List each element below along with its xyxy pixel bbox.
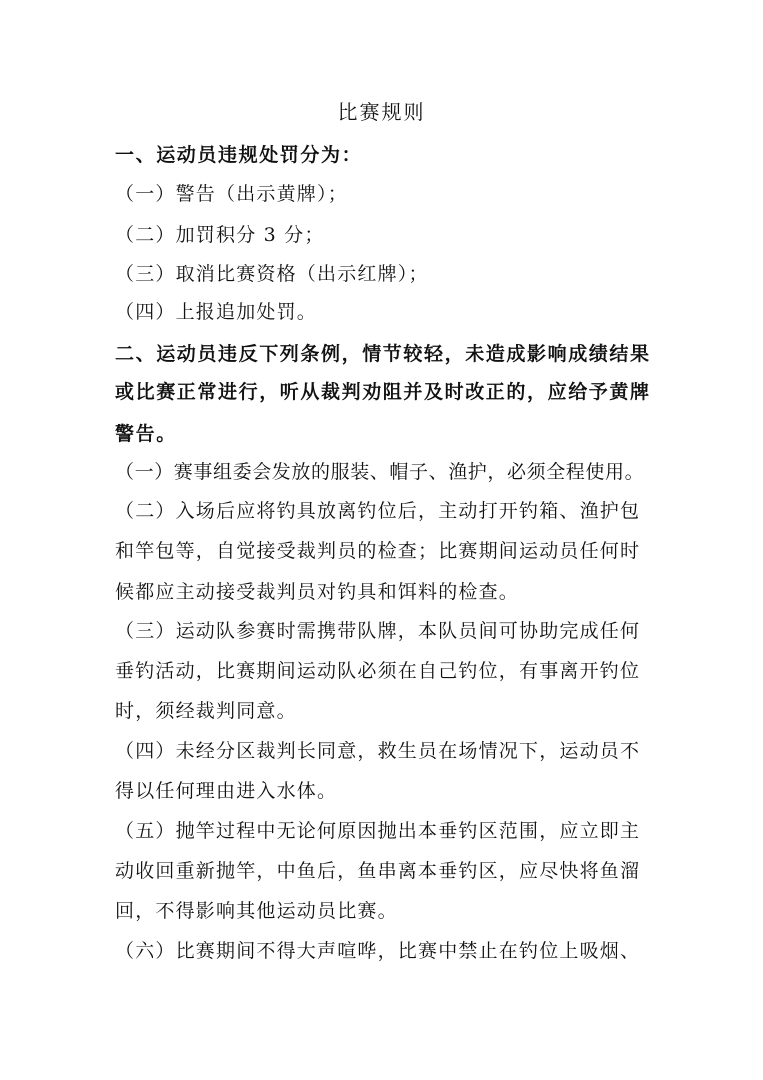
rule-item-3-line-1: （三）运动队参赛时需携带队牌，本队员间可协助完成任何 bbox=[115, 620, 641, 642]
penalty-item-4: （四）上报追加处罚。 bbox=[115, 301, 318, 323]
section-heading-violations-line-3: 警告。 bbox=[115, 423, 177, 445]
penalty-item-1: （一）警告（出示黄牌）； bbox=[115, 183, 348, 205]
rule-item-2-line-3: 候都应主动接受裁判员对钓具和饵料的检查。 bbox=[115, 581, 520, 603]
rule-item-5-line-1: （五）抛竿过程中无论何原因抛出本垂钓区范围，应立即主 bbox=[115, 820, 641, 842]
rule-item-2-line-2: 和竿包等，自觉接受裁判员的检查；比赛期间运动员任何时 bbox=[115, 540, 641, 562]
section-heading-penalties: 一、运动员违规处罚分为： bbox=[115, 144, 363, 166]
rule-item-6-line-1: （六）比赛期间不得大声喧哗，比赛中禁止在钓位上吸烟、 bbox=[115, 940, 641, 962]
penalty-item-3: （三）取消比赛资格（出示红牌）； bbox=[115, 263, 429, 285]
rule-item-5-line-2: 动收回重新抛竿，中鱼后，鱼串离本垂钓区，应尽快将鱼溜 bbox=[115, 860, 641, 882]
document-title: 比赛规则 bbox=[337, 100, 426, 124]
rule-item-4-line-2: 得以任何理由进入水体。 bbox=[115, 780, 338, 802]
rule-item-4-line-1: （四）未经分区裁判长同意，救生员在场情况下，运动员不 bbox=[115, 740, 641, 762]
rule-item-3-line-3: 时，须经裁判同意。 bbox=[115, 700, 297, 722]
penalty-item-2: （二）加罚积分 3 分； bbox=[115, 224, 325, 246]
rule-item-2-line-1: （二）入场后应将钓具放离钓位后，主动打开钓箱、渔护包 bbox=[115, 500, 641, 522]
rule-item-1: （一）赛事组委会发放的服装、帽子、渔护，必须全程使用。 bbox=[115, 461, 645, 483]
section-heading-violations-line-2: 或比赛正常进行，听从裁判劝阻并及时改正的，应给予黄牌 bbox=[115, 381, 651, 403]
rule-item-3-line-2: 垂钓活动，比赛期间运动队必须在自己钓位，有事离开钓位 bbox=[115, 660, 641, 682]
section-heading-violations-line-1: 二、运动员违反下列条例，情节较轻，未造成影响成绩结果 bbox=[115, 343, 651, 365]
rule-item-5-line-3: 回，不得影响其他运动员比赛。 bbox=[115, 900, 398, 922]
